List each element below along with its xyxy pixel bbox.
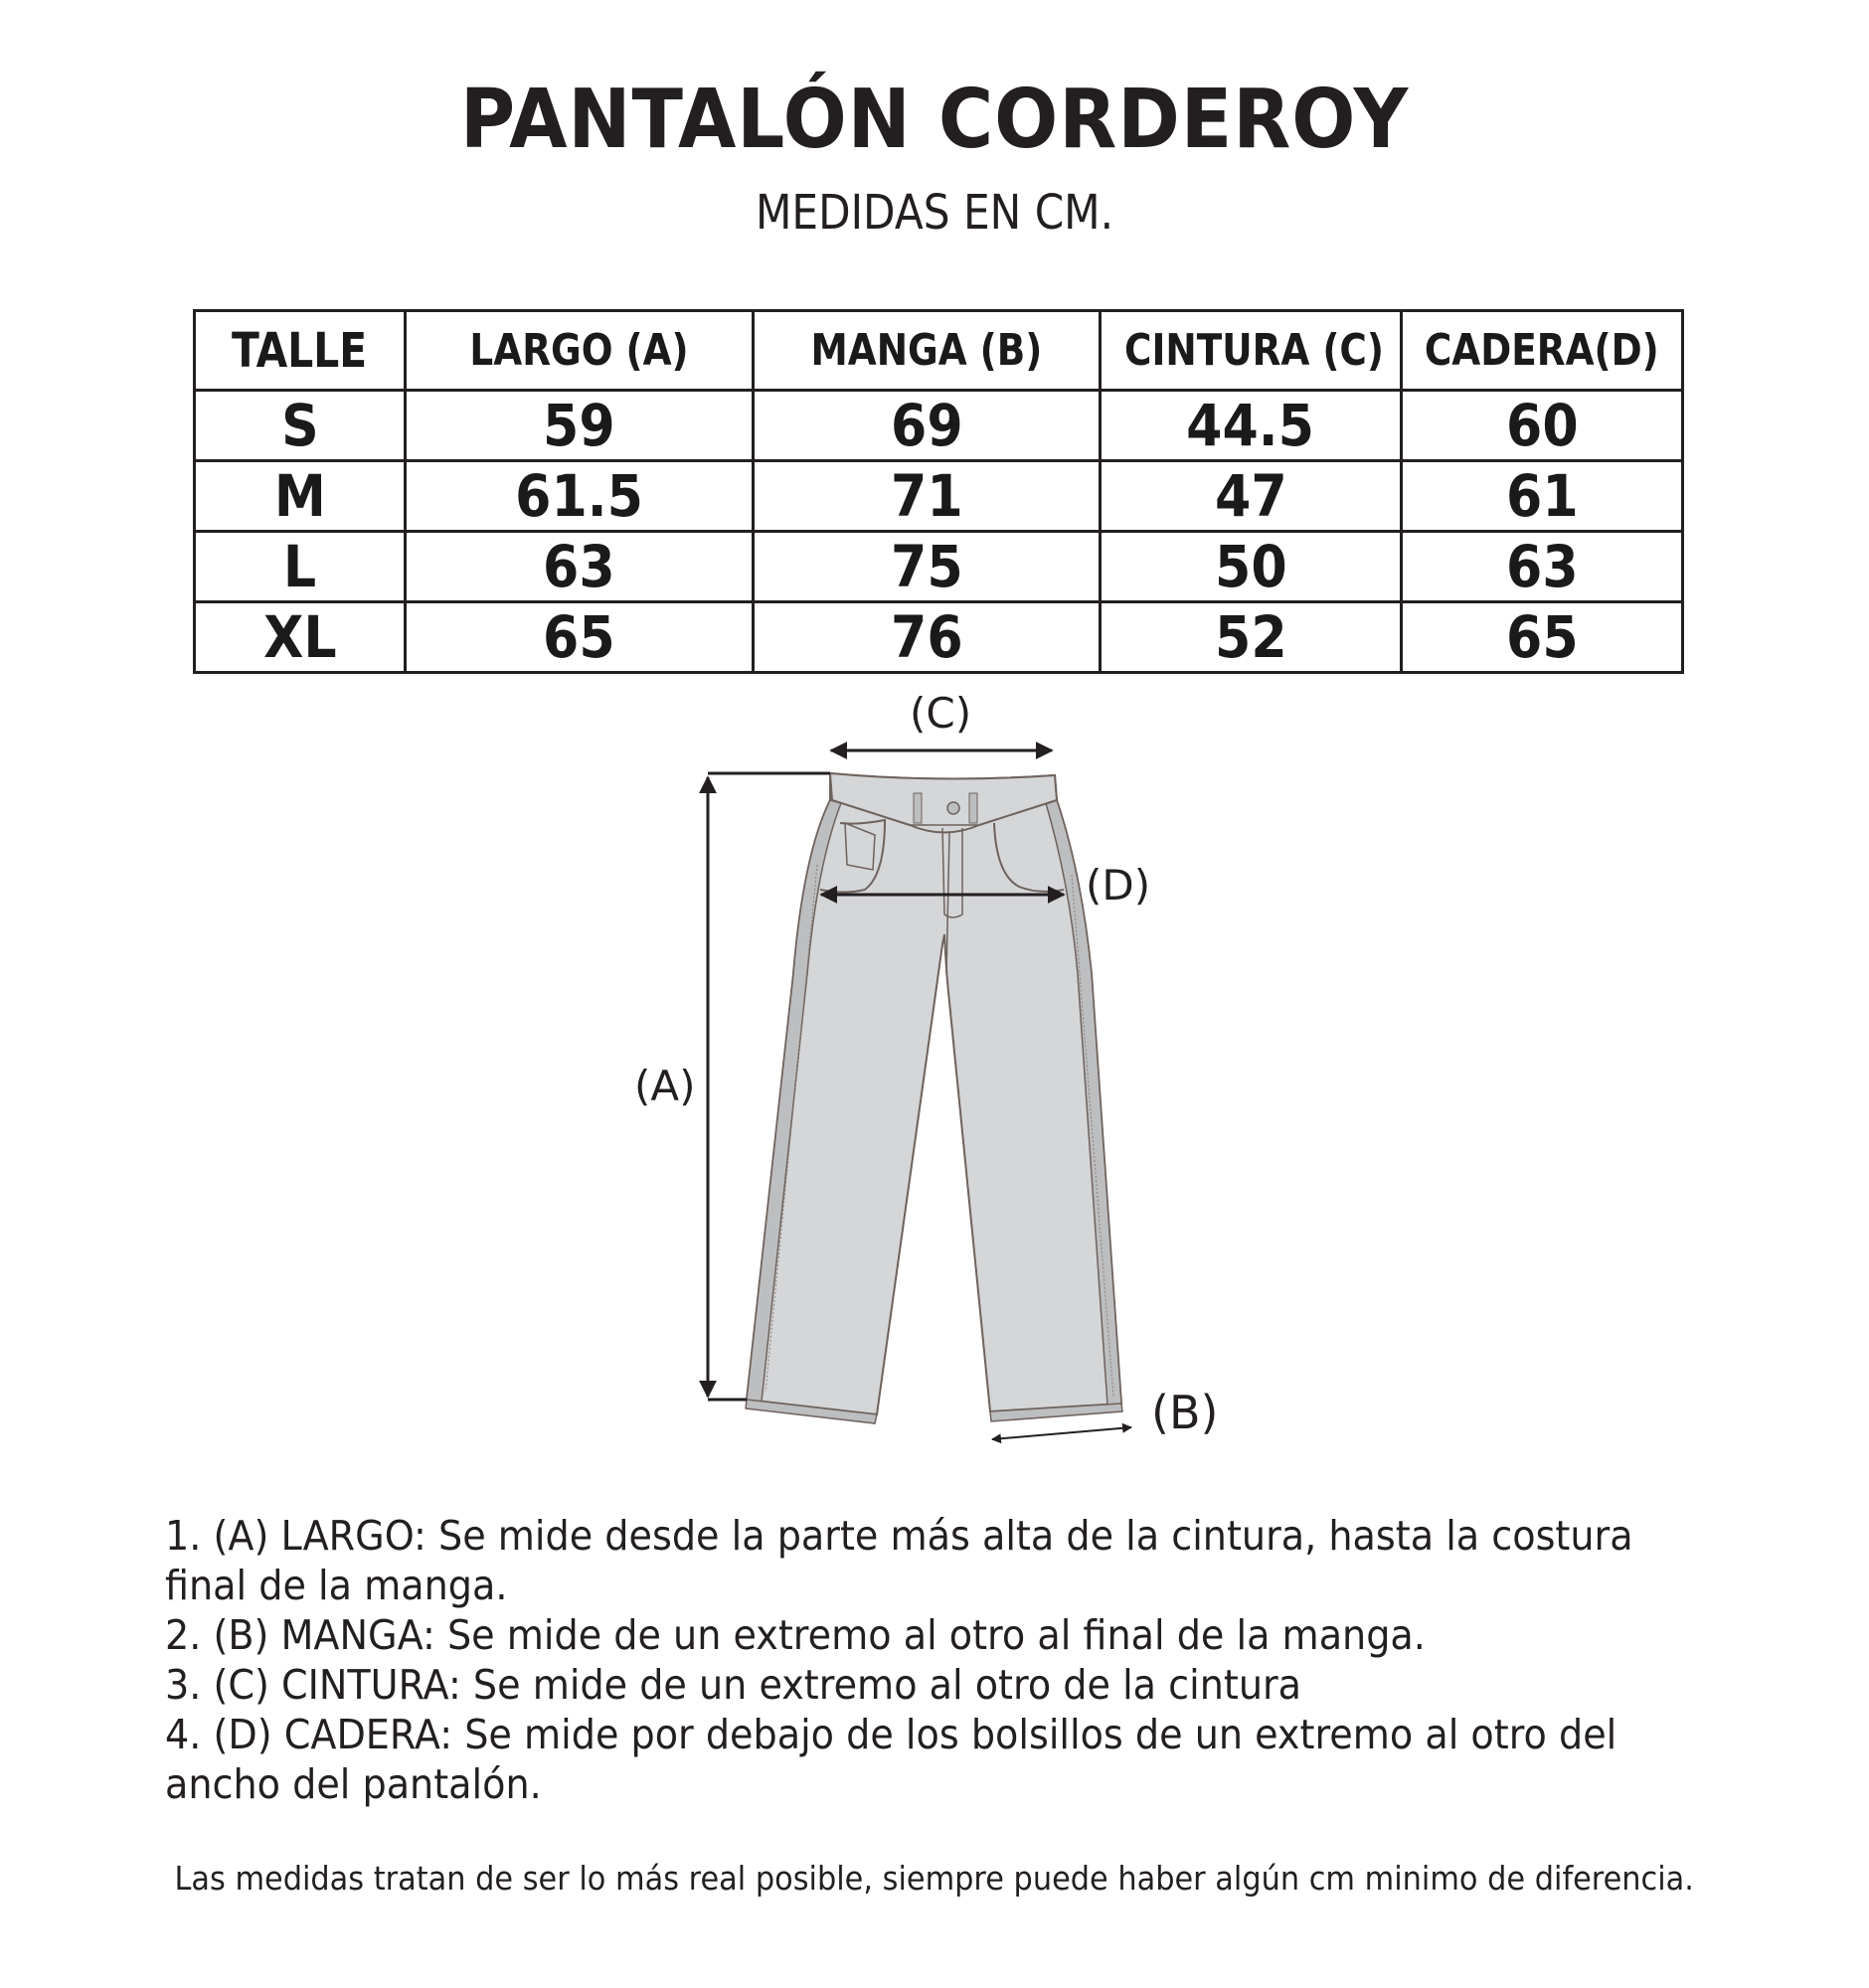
cell-cadera [1402, 602, 1683, 673]
belt-loop [969, 793, 977, 823]
disclaimer-text: Las medidas tratan de ser lo más real posible, siempre puede haber algún cm minimo de diferencia. [174, 1859, 1695, 1898]
cell-value: 71 [890, 462, 963, 530]
page-subtitle: MEDIDAS EN CM. [755, 185, 1114, 241]
cell-value: 44.5 [1186, 392, 1315, 459]
column-header-label: CADERA(D) [1425, 325, 1659, 376]
pants-illustration [0, 676, 1869, 1471]
note-line: 1. (A) LARGO: Se mide desde la parte más alta de la cintura, hasta la costura [165, 1512, 1633, 1560]
cell-largo [406, 602, 754, 673]
cell-value: XL [262, 603, 337, 671]
cell-largo [406, 391, 754, 461]
cell-manga [754, 602, 1101, 673]
column-header-cintura [1101, 311, 1402, 391]
cell-manga [754, 461, 1101, 532]
note-line: 3. (C) CINTURA: Se mide de un extremo al otro de la cintura [165, 1661, 1302, 1709]
cell-value: 76 [890, 603, 963, 671]
disclaimer [0, 1859, 1869, 1898]
cell-value: S [280, 392, 319, 459]
table-row [195, 602, 1683, 673]
cell-value: 50 [1214, 533, 1287, 600]
cell-value: 69 [890, 392, 963, 459]
note-line: 2. (B) MANGA: Se mide de un extremo al otro al final de la manga. [165, 1611, 1426, 1659]
cell-value: 65 [543, 603, 615, 671]
pants-body [746, 773, 1122, 1423]
cell-value: 75 [890, 533, 963, 600]
column-header-label: CINTURA (C) [1124, 325, 1384, 376]
column-header-cadera [1402, 311, 1683, 391]
cell-cadera [1402, 532, 1683, 602]
column-header-label: TALLE [232, 322, 368, 379]
note-line: 4. (D) CADERA: Se mide por debajo de los bolsillos de un extremo al otro del [165, 1711, 1617, 1758]
cell-cadera [1402, 391, 1683, 461]
cell-value: 65 [1505, 603, 1579, 671]
note-line: final de la manga. [165, 1562, 508, 1609]
table-row [195, 532, 1683, 602]
cell-cintura [1101, 461, 1402, 532]
column-header-label: MANGA (B) [810, 325, 1043, 376]
size-table [193, 309, 1684, 674]
label-a: (A) [634, 1062, 696, 1110]
label-d: (D) [1086, 861, 1151, 910]
hem-arrow-b [992, 1427, 1131, 1439]
column-header-label: LARGO (A) [469, 325, 689, 376]
cell-largo [406, 532, 754, 602]
cell-talle [195, 391, 406, 461]
cell-value: M [273, 462, 326, 530]
cell-value: 63 [1505, 533, 1579, 600]
label-b: (B) [1151, 1386, 1219, 1439]
button-icon [947, 802, 959, 814]
cell-manga [754, 532, 1101, 602]
cell-value: 52 [1214, 603, 1287, 671]
cell-value: 60 [1505, 392, 1579, 459]
cell-value: 47 [1214, 462, 1287, 530]
column-header-largo [406, 311, 754, 391]
table-row [195, 391, 1683, 461]
cell-cintura [1101, 532, 1402, 602]
table-row [195, 461, 1683, 532]
column-header-talle [195, 311, 406, 391]
cell-cadera [1402, 461, 1683, 532]
cell-talle [195, 602, 406, 673]
pants-measurement-diagram [0, 676, 1869, 1471]
cell-cintura [1101, 391, 1402, 461]
cell-talle [195, 532, 406, 602]
page-title: PANTALÓN CORDEROY [459, 73, 1410, 167]
note-line: ancho del pantalón. [165, 1760, 542, 1808]
belt-loop [914, 793, 922, 823]
cell-value: 61 [1505, 462, 1579, 530]
cell-value: L [282, 533, 317, 600]
cell-value: 59 [543, 392, 615, 459]
cell-value: 61.5 [515, 462, 643, 530]
cell-largo [406, 461, 754, 532]
label-c: (C) [910, 689, 972, 738]
cell-manga [754, 391, 1101, 461]
cell-value: 63 [543, 533, 615, 600]
cell-talle [195, 461, 406, 532]
column-header-manga [754, 311, 1101, 391]
table-header-row [195, 311, 1683, 391]
measurement-notes [165, 1511, 1716, 1809]
cell-cintura [1101, 602, 1402, 673]
